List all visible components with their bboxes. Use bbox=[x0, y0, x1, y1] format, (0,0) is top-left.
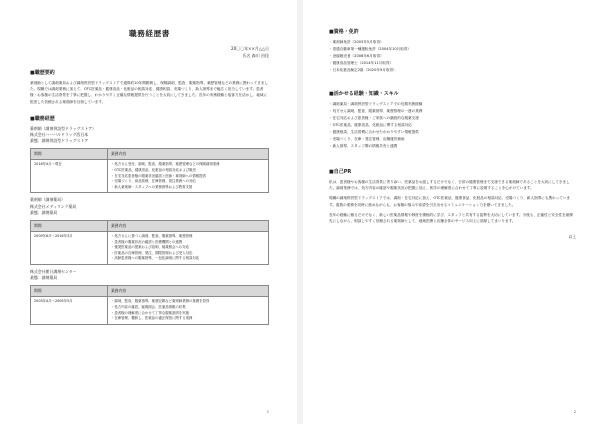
task-item: ・患者様の服薬状況の確認と医療機関との連携 bbox=[111, 239, 183, 244]
tasks-cell bbox=[108, 232, 269, 265]
tasks-header: 業務内容 bbox=[108, 221, 269, 232]
task-item: ・高齢患者様への服薬指導、一包化調剤に関する相談対応 bbox=[111, 256, 200, 261]
document-page-1 bbox=[0, 0, 297, 424]
business-type: 業態：調剤併設型ドラッグストア bbox=[30, 138, 89, 144]
license-item: ・普通自動車第一種運転免許（2004年10月取得） bbox=[329, 47, 411, 51]
period-header: 期間 bbox=[31, 286, 108, 297]
table-row bbox=[31, 232, 269, 265]
career-summary-text: 薬剤師として調剤薬局および調剤併設型ドラッグストアで通算約10年間勤務し、保険調剤、監査、服薬指導、薬歴管理などの業務に携わってきました。現職では調剤業務に加えて、OTC医薬品・健康食品・化粧品の相談対応、健康相談、売場づくり、新人指導まで幅広く担当しています。患者様・お客様の生活背景を丁寧に把握し、わかりやすく正確な情報提供を行うことを大切にしてきました。長年の実務経験と接客力を活かし、地域に根差した信頼される薬剤師を目指しています。 bbox=[30, 81, 269, 104]
licenses-heading: ■資格・免許 bbox=[329, 29, 359, 35]
period-header: 期間 bbox=[31, 221, 108, 232]
task-item: ・後発医薬品の提案および説明、疑義照会への対応 bbox=[111, 245, 189, 250]
task-item: ・処方内容の確認、疑義照会、医薬品情報の収集 bbox=[111, 304, 186, 309]
period-cell: 2003年4月～2009年5月 bbox=[31, 297, 108, 324]
work-history-table bbox=[30, 220, 269, 265]
task-item: ・新人薬剤師・スタッフへの業務指導および教育支援 bbox=[111, 184, 193, 189]
skill-item: ・在宅対応および患者様・ご家族への継続的な服薬支援 bbox=[329, 116, 419, 120]
skills-list bbox=[329, 101, 576, 150]
work-history-table bbox=[30, 148, 269, 193]
skill-item: ・健康相談、生活習慣に合わせたわかりやすい情報提供 bbox=[329, 130, 419, 134]
task-item: ・在宅対応患者様の服薬状況確認と医師・薬剤師への情報提供 bbox=[111, 173, 206, 178]
business-type: 業態：調剤薬局 bbox=[30, 275, 58, 281]
skill-item: ・調剤薬局・調剤併設型ドラッグストアでの長期実務経験 bbox=[329, 102, 423, 106]
page-number: 2 bbox=[573, 410, 576, 414]
tasks-cell bbox=[108, 297, 269, 324]
skill-item: ・OTC医薬品、健康食品、化粧品に関する相談対応 bbox=[329, 123, 412, 127]
document-page-2 bbox=[303, 0, 600, 424]
tasks-header: 業務内容 bbox=[108, 149, 269, 160]
task-item: ・処方せん受付、調剤、監査、服薬指導、薬歴管理などの保険調剤業務 bbox=[111, 162, 220, 167]
task-item: ・医薬品の在庫管理、発注、期限管理および受入対応 bbox=[111, 250, 193, 255]
self-pr-paragraph: 私は、患者様やお客様の生活背景に寄り添い、医薬品をお渡しするだけでなく、日常の健康管理まで支援できる薬剤師であることを大切にしてきました。調剤業務では、処方内容の確認や服薬状況の把握に加え、相手の理解度に合わせて丁寧に説明することを心がけています。 bbox=[329, 180, 570, 191]
document-title: 職務経歴書 bbox=[129, 29, 170, 38]
work-history-block bbox=[30, 197, 269, 265]
work-history-block bbox=[30, 269, 269, 325]
company-name: 株式会社メディリンク薬局 bbox=[30, 203, 77, 209]
self-pr-heading: ■自己PR bbox=[329, 169, 352, 175]
license-item: ・日本化粧品検定2級（2020年9月取得） bbox=[329, 68, 397, 72]
page-number: 1 bbox=[266, 410, 269, 414]
period-header: 期間 bbox=[31, 149, 108, 160]
work-history-heading: ■職務経歴 bbox=[30, 115, 55, 122]
table-row bbox=[31, 160, 269, 193]
task-item: ・患者様の理解度に合わせて丁寧な服薬説明を実施 bbox=[111, 310, 189, 315]
business-type: 業態：調剤薬局 bbox=[30, 209, 58, 215]
period-cell: 2016年4月～現在 bbox=[31, 160, 108, 193]
work-history-table bbox=[30, 285, 269, 324]
document-date: 20〇〇年××月△△日 bbox=[231, 46, 269, 51]
work-history-block bbox=[30, 126, 269, 194]
task-item: ・売場づくり、商品管理、在庫管理、発注業務への対応 bbox=[111, 179, 196, 184]
job-role: 薬剤師（調剤薬局） bbox=[30, 197, 66, 203]
license-item: ・健康食品管理士（2014年11月取得） bbox=[329, 61, 394, 65]
skill-item: ・新人指導、スタッフ間の情報共有と連携 bbox=[329, 144, 398, 148]
skills-heading: ■活かせる経験・知識・スキル bbox=[329, 91, 399, 97]
table-row bbox=[31, 297, 269, 324]
tasks-cell bbox=[108, 160, 269, 193]
period-cell: 2009年6月～2016年3月 bbox=[31, 232, 108, 265]
closing-mark: 以上 bbox=[568, 234, 576, 240]
job-role: 薬剤師（調剤併設型ドラッグストア） bbox=[30, 125, 96, 131]
task-item: ・調剤、監査、服薬指導、薬歴記載など薬剤師業務の基礎を習得 bbox=[111, 299, 210, 304]
license-item: ・薬剤師免許（2003年5月取得） bbox=[329, 40, 384, 44]
career-summary-heading: ■職歴要約 bbox=[30, 70, 55, 76]
applicant-name: 氏名 森川 由佳 bbox=[242, 53, 269, 58]
licenses-list bbox=[329, 39, 576, 74]
license-item: ・登録販売者（2008年6月取得） bbox=[329, 54, 384, 58]
task-item: ・在庫管理、棚卸し、医薬品の適正保管に関する業務 bbox=[111, 316, 193, 321]
company-name: 株式会社朝日調剤センター bbox=[30, 268, 77, 274]
self-pr-paragraph: 長年の経験に頼るだけでなく、新しい医薬品情報や制度を積極的に学び、スタッフと共有する姿勢を大切にしています。今後も、正確性と安全性を最優先にしながら、相談しやすく信頼される薬剤師として、地域医療と店舗全体のサービス向上に貢献してまいります。 bbox=[329, 212, 573, 224]
tasks-header: 業務内容 bbox=[108, 286, 269, 297]
company-name: 株式会社ハーバルドラッグ西日本 bbox=[30, 132, 89, 138]
skill-item: ・売場づくり、在庫・発注管理、店舗運営補助 bbox=[329, 137, 405, 141]
skill-item: ・処方せん調剤、監査、服薬指導、薬歴管理の一連の業務 bbox=[329, 109, 423, 113]
task-item: ・OTC医薬品、健康食品、化粧品の相談対応および販売 bbox=[111, 168, 196, 173]
self-pr-paragraph: 現職の調剤併設型ドラッグストアでは、調剤・在宅対応に加え、OTC医薬品、健康食品、化粧品の相談対応、売場づくり、新人指導にも携わっています。複数の業務を同時に進めながらも、お客様の悩みや希望を引き出せるコミュニケーション力を磨いてきました。 bbox=[329, 196, 570, 207]
task-item: ・処方せんに基づく調剤、監査、服薬指導、薬歴管理 bbox=[111, 234, 193, 238]
